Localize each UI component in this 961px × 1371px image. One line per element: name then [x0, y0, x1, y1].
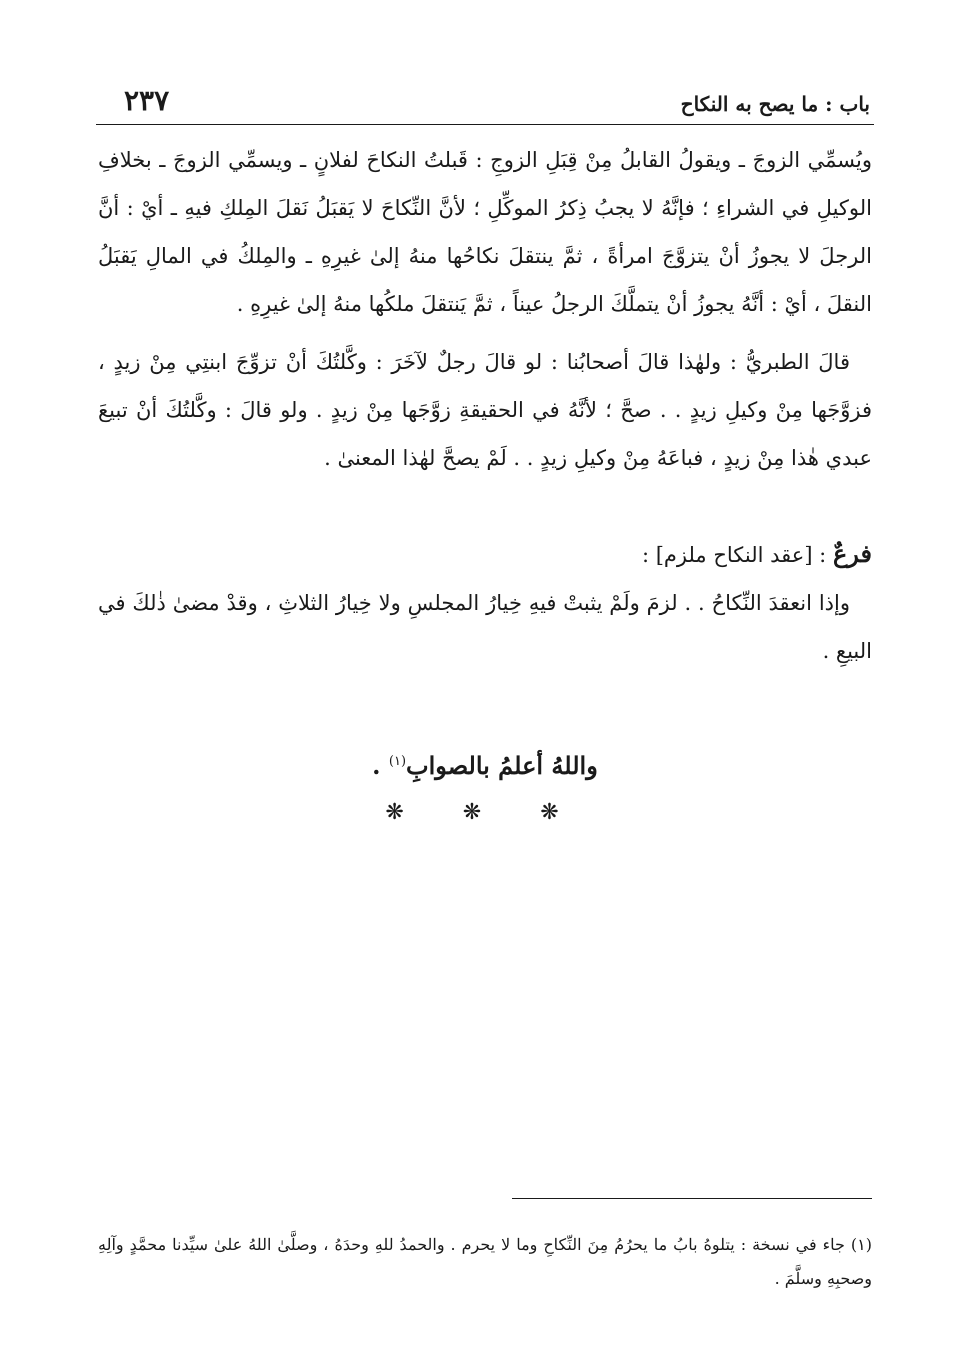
header-rule	[96, 124, 874, 125]
section-gap	[98, 482, 872, 530]
main-text	[98, 136, 872, 675]
page-number: ٢٣٧	[124, 84, 170, 117]
closing-text: واللهُ أعلمُ بالصوابِ	[406, 751, 598, 780]
closing-line	[98, 738, 872, 790]
footnote-marker: (١)	[388, 754, 407, 769]
paragraph-1: ويُسمِّي الزوجَ ـ ويقولُ القابلُ مِنْ قِبَلِ الزوجِ : قَبلتُ النكاحَ لفلانٍ ـ ويسمِّي الزوجَ ـ بخلافِ الوكيلِ في الشراءِ ؛ فإنَّهُ لا يجبُ ذِكرُ الموكِّلِ ؛ لأنَّ النِّكاحَ لا يَقبَلُ نَقلَ المِلكِ فيهِ ـ أيْ : أنَّ الرجلَ لا يجوزُ أنْ يتزوَّجَ امرأةً ، ثمَّ ينتقلَ نكاحُها منهُ إلىٰ غيرِهِ ـ والمِلكُ في المالِ يَقبَلُ النقلَ ، أيْ : أنَّهُ يجوزُ أنْ يتملَّكَ الرجلُ عيناً ، ثمَّ يَنتقلَ ملكُها منهُ إلىٰ غيرِهِ .	[98, 148, 872, 316]
section-label: فرعٌ	[832, 539, 872, 568]
footnote: (١) جاء في نسخة : يتلوهُ بابُ ما يحرُمُ مِنَ النِّكاحِ وما لا يحرم . والحمدُ للهِ وحدَهُ ، وصلَّىٰ اللهُ علىٰ سيِّدنا محمَّدٍ وآلِهِ وصحبِهِ وسلَّمَ .	[98, 1235, 872, 1288]
closing-end-mark: .	[372, 751, 389, 780]
footnote-rule	[512, 1198, 872, 1199]
running-title: باب : ما يصح به النكاح	[680, 92, 870, 116]
section-title: : [عقد النكاح ملزم] :	[641, 543, 827, 567]
page-header	[96, 82, 874, 122]
asterism-ornament: ❋ ❋ ❋	[385, 800, 585, 825]
paragraph-gap	[98, 328, 872, 338]
paragraph-3: وإذا انعقدَ النِّكاحُ . . لزمَ ولَمْ يثبتْ فيهِ خِيارُ المجلسِ ولا خِيارُ الثلاثِ ، وقدْ مضىٰ ذٰلكَ في البيعِ .	[98, 591, 872, 663]
paragraph-2: قالَ الطبريُّ : ولهٰذا قالَ أصحابُنا : لو قالَ رجلٌ لآخَرَ : وكَّلتُكَ أنْ تزوِّجَ ابنتِي مِنْ زيدٍ ، فزوَّجَها مِنْ وكيلِ زيدٍ . . صحَّ ؛ لأنَّهُ في الحقيقةِ زوَّجَها مِنْ زيدٍ . ولو قالَ : وكَّلتُكَ أنْ تبيعَ عبدي هٰذا مِنْ زيدٍ ، فباعَهُ مِنْ وكيلِ زيدٍ . . لَمْ يصحَّ لهٰذا المعنىٰ .	[98, 350, 872, 470]
section-heading	[98, 530, 872, 579]
